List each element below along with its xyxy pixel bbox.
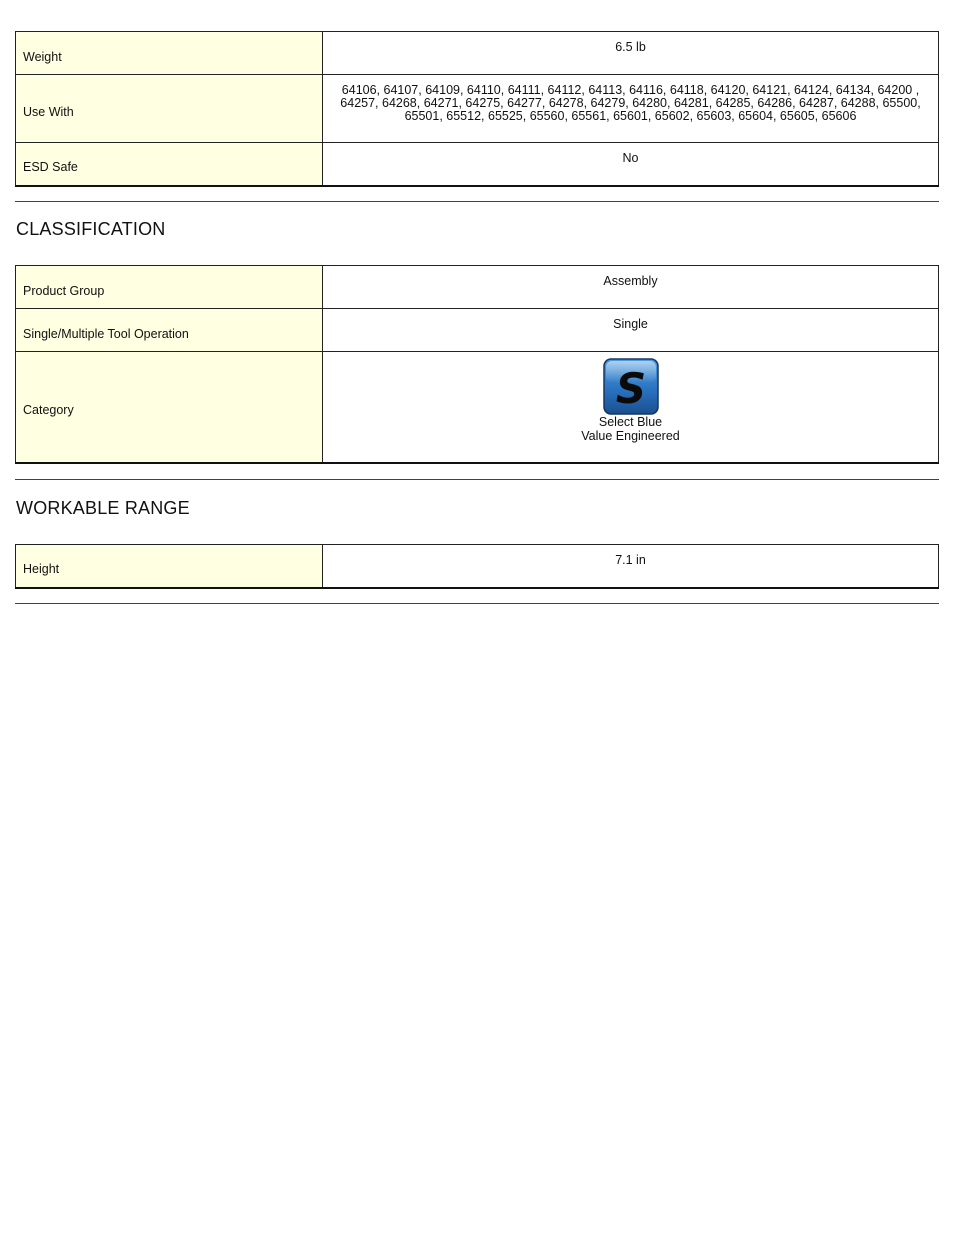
spec-label: Single/Multiple Tool Operation (16, 309, 323, 352)
spec-row-use-with (16, 75, 939, 143)
section-divider (15, 201, 939, 202)
spec-label: Use With (16, 75, 323, 143)
spec-row-weight (16, 32, 939, 75)
spec-value: Assembly (323, 266, 939, 309)
spec-row-height (16, 545, 939, 588)
spec-row-operation (16, 309, 939, 352)
workable-range-table (15, 544, 939, 589)
spec-label: ESD Safe (16, 143, 323, 186)
spec-value: No (323, 143, 939, 186)
spec-label: Category (16, 352, 323, 463)
category-caption-line: Select Blue (598, 415, 663, 429)
classification-table (15, 265, 939, 464)
select-blue-logo-icon (603, 358, 659, 415)
use-with-line: 65501, 65512, 65525, 65560, 65561, 65601, 65602, 65603, 65604, 65605, 65606 (404, 109, 857, 123)
spec-value: 7.1 in (323, 545, 939, 588)
spec-label: Height (16, 545, 323, 588)
spec-value-category (323, 352, 939, 463)
spec-label: Product Group (16, 266, 323, 309)
spec-row-category (16, 352, 939, 463)
section-divider (15, 479, 939, 480)
use-with-line: 64106, 64107, 64109, 64110, 64111, 64112, 64113, 64116, 64118, 64120, 64121, 64124, 64134, 64200 , (341, 83, 920, 97)
logo-letter: S (615, 364, 646, 413)
section-heading-classification: CLASSIFICATION (16, 219, 166, 239)
spec-value: Single (323, 309, 939, 352)
spec-label: Weight (16, 32, 323, 75)
section-divider (15, 603, 939, 604)
specs-table (15, 31, 939, 187)
section-heading-workable-range: WORKABLE RANGE (16, 498, 190, 518)
category-caption-line: Value Engineered (581, 428, 680, 443)
spec-row-esd-safe (16, 143, 939, 186)
spec-row-product-group (16, 266, 939, 309)
use-with-line: 64257, 64268, 64271, 64275, 64277, 64278, 64279, 64280, 64281, 64285, 64286, 64287, 64288, 65500, (340, 96, 921, 110)
spec-value: 6.5 lb (323, 32, 939, 75)
spec-value-use-with (323, 75, 939, 143)
